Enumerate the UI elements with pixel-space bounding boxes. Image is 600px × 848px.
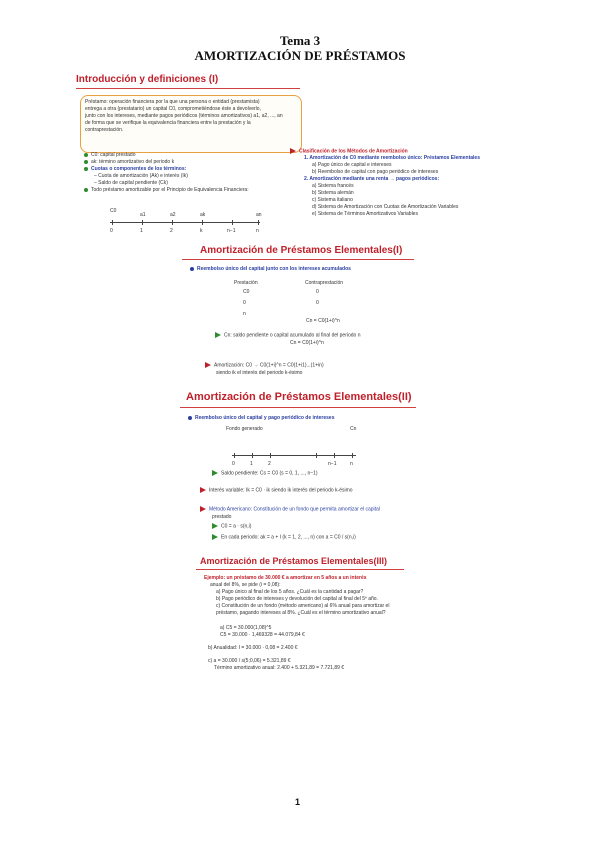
slide3-bullet5 [212,534,356,541]
bullet-icon [84,153,88,157]
timeline-label: 2 [268,461,271,467]
bullet3-text: Método Americano: Constitución de un fondo que permita amortizar el capital [209,506,380,513]
timeline-tick [352,453,353,458]
timeline-tick [258,220,259,225]
def-line: Préstamo: operación financiera por la que una persona o entidad (prestamista) [85,99,260,105]
bullet-icon [84,188,88,192]
row-right: Cn = C0(1+i)^n [306,318,340,324]
timeline-value: a2 [170,212,176,218]
note2-text: Amortización: C0 → C0(1+i)^n = C0(1+i1)...(1+in) [214,362,324,369]
example-line: C5 = 30.000 · 1,469328 = 44.079,84 € [220,632,305,638]
def-line: de forma que se verifique la equivalencia financiera entre la prestación y la [85,120,251,126]
timeline-label: k [200,228,203,234]
timeline-label: 1 [250,461,253,467]
example-line: c) Constitución de un fondo (método americano) al 6% anual para amortizar el [216,603,390,609]
timeline-tick [334,453,335,458]
slide3-bullet4 [212,523,251,530]
slide2-sub-text: Reembolso único del capital junto con los intereses acumulados [197,266,351,272]
timeline-axis [110,222,260,223]
timeline-tick [234,453,235,458]
timeline-label: n [256,228,259,234]
bullet-icon [215,332,221,338]
list-item: b) Sistema alemán [312,190,354,197]
bullet-icon [290,148,296,154]
col-right-header: Contraprestación [305,280,344,286]
bullet-icon [188,416,192,420]
timeline-label: n [350,461,353,467]
right-heading: Clasificación de los Métodos de Amortización [299,148,408,155]
row-left: C0 [243,289,250,295]
slide4-rule [196,569,404,570]
bullet-icon [205,362,211,368]
bullet-icon [84,160,88,164]
slide3-bullet2 [200,487,353,494]
timeline-label: 0 [232,461,235,467]
timeline-label: n−1 [328,461,337,467]
example-line: a) Pago único al final de los 5 años. ¿Cuál es la cantidad a pagar? [216,589,364,595]
cn-label: Cn [350,426,357,432]
timeline-tick [142,220,143,225]
timeline-value: an [256,212,262,218]
timeline-tick [202,220,203,225]
slide4-body [204,575,400,672]
list-item: b) Reembolso de capital con pago periódico de intereses [312,169,439,176]
slide2-rule [182,259,414,260]
note1 [215,332,360,339]
example-line: Término amortizativo anual: 2.400 + 5.321,89 = 7.721,89 € [214,665,345,671]
example-line: a) C5 = 30.000(1,08)^5 [220,625,272,631]
timeline-label: 2 [170,228,173,234]
timeline-tick [316,453,317,458]
slide3-heading: Amortización de Préstamos Elementales(II) [186,391,412,403]
bullet-icon [190,267,194,271]
slide2-sub [190,266,351,273]
list-item: c) Sistema italiano [312,197,353,204]
example-text: Ejemplo: un préstamo de 30.000 € a amortizar en 5 años a un interés [204,575,367,581]
timeline-tick [252,453,253,458]
slide3-bullet1 [212,470,318,477]
note1-text: Cn: saldo pendiente o capital acumulado al final del periodo n [224,332,361,339]
slide1-right-list [290,148,510,218]
bullet-icon [200,506,206,512]
slide3-sub-text: Reembolso único del capital y pago periódico de intereses [195,415,335,421]
list-item: 1. Amortización de C0 mediante reembolso único: Préstamos Elementales [304,155,480,162]
timeline-tick [270,453,271,458]
def-line: entrega a otra (prestatario) un capital C0, comprometiéndose éste a devolverlo, [85,106,261,112]
slide1-rule [76,88,300,89]
definition-box [80,95,302,153]
note1b: Cn = C0(1+i)^n [290,340,324,346]
list-item: a) Sistema francés [312,183,354,190]
tema-label: Tema 3 [279,33,321,48]
list-item: e) Sistema de Términos Amortizativos Variables [312,211,418,218]
list-item: ak: término amortizativo del periodo k [91,159,175,165]
list-item: a) Pago único de capital e intereses [312,162,392,169]
row-right: 0 [316,289,319,295]
example-line: anual del 8%, se pide (i = 0,08): [210,582,281,588]
timeline-tick [172,220,173,225]
list-item: – Cuota de amortización (Ak) e interés (Ik) [94,173,188,179]
list-item: d) Sistema de Amortización con Cuotas de Amortización Variables [312,204,459,211]
slide1-heading: Introducción y definiciones (I) [76,74,219,85]
bullet5-text: En cada periodo: ak = a + I (k = 1, 2, ..., n) con a = C0 / s(n,i) [221,534,356,541]
bullet-icon [212,523,218,529]
bullet-icon [212,470,218,476]
bullet-icon [212,534,218,540]
timeline-label: 1 [140,228,143,234]
timeline3-axis [232,455,356,456]
bullet2-text: Interés variable: Ik = C0 · ik siendo ik interés del periodo k-ésimo [209,487,353,494]
page-title: AMORTIZACIÓN DE PRÉSTAMOS [194,48,406,63]
row-left: n [243,311,246,317]
timeline-value: C0 [110,208,117,214]
timeline-label: n−1 [227,228,236,234]
row-right: 0 [316,300,319,306]
timeline-label: 0 [110,228,113,234]
slide3-sub [188,415,334,422]
slide4-heading: Amortización de Préstamos Elementales(III) [200,556,388,566]
list-item: 2. Amortización mediante una renta → pagos periódicos: [304,176,440,183]
example-line: b) Pago periódico de intereses y devolución del capital al final del 5º año. [216,596,378,602]
note2b: siendo ik el interés del periodo k-ésimo [216,370,303,376]
list-item: – Saldo de capital pendiente (Ck) [94,180,168,186]
slide1-left-list [84,152,284,194]
def-line: contraprestación. [85,127,124,133]
list-item: Cuotas o componentes de los términos: [91,166,187,172]
row-left: 0 [243,300,246,306]
slide2-heading: Amortización de Préstamos Elementales(I) [200,245,403,256]
example-line: préstamo, pagando intereses al 8%. ¿Cuál es el término amortizativo anual? [216,610,386,616]
col-left-header: Prestación [234,280,258,286]
timeline-tick [232,220,233,225]
timeline-tick [112,220,113,225]
list-item: C0: capital prestado [91,152,136,158]
example-line: c) a = 30.000 / s(5;0,06) = 5.321,89 € [208,658,291,664]
fondo-label: Fondo generado [226,426,263,432]
timeline-value: ak [200,212,206,218]
bullet1-text: Saldo pendiente: Cs = C0 (s = 0, 1, ..., n−1) [221,470,318,477]
slide3-rule [180,407,416,408]
list-item: Todo préstamo amortizable por el Principio de Equivalencia Financiera: [91,187,249,193]
slide3-bullet3b: prestado [212,514,232,520]
bullet4-text: C0 = a · s(n,i) [221,523,252,530]
bullet-icon [200,487,206,493]
def-line: junto con los intereses, mediante pagos periódicos (términos amortizativos) a1, a2, ..., an [85,113,283,119]
bullet-icon [84,167,88,171]
note2 [205,362,324,369]
page-number: 1 [295,797,301,807]
example-line: b) Anualidad: I = 30.000 · 0,08 = 2.400 € [208,645,298,651]
slide3-bullet3 [200,506,380,513]
timeline-value: a1 [140,212,146,218]
